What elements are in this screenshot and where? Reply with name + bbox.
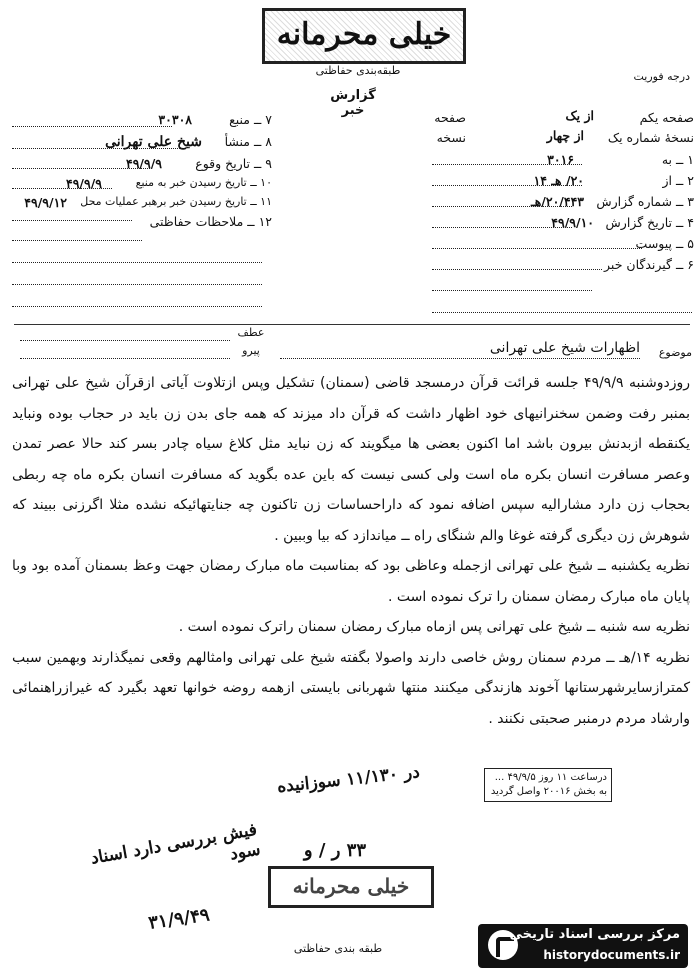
field-attachment: ۵ ــ پیوست [635,236,694,251]
leader-line [280,358,640,359]
report-body [12,368,690,734]
field-receipt-date-source: ۱۰ ــ تاریخ رسیدن خبر به منبع ۴۹/۹/۹ [66,176,272,191]
field-report-number: ۳ ــ شماره گزارش ۲۰/۴۴۳/هـ [531,194,694,209]
leader-line [12,148,182,149]
leader-line [432,248,642,249]
body-paragraph: نظریه ۱۴/هـ ــ مردم سمنان روش خاصی دارند واصولا بگفته شیخ علی تهرانی وامثالهم وقعی نمیگذارند وبهمین سبب کمترازسایرشهرستانها آخوند هازندگی میکنند منتها شهربانی بایستی ازهمه روضه خوانها تعهد بگیرد که غیرازراهنمائی وارشاد مردم درمنبر صحبتی نکنند . [12,649,690,727]
leader-line [432,227,572,228]
form-title: گزارش خبر [330,88,376,118]
classification-label: طبقه بندی حفاظتی [293,942,383,955]
subject-value: اظهارات شیخ علی تهرانی [489,340,640,356]
receipt-stamp [484,768,612,802]
handwritten-note: فیش بررسی دارد اسناد سود [89,819,263,869]
leader-line [12,188,112,189]
leader-line [12,168,152,169]
body-paragraph: روزدوشنبه ۴۹/۹/۹ جلسه قرائت قرآن درمسجد قاضی (سمنان) تشکیل وپس ازتلاوت آیاتی ازقرآن شیخ علی تهرانی بمنبر رفت وضمن سخنرانیهای خود اظهار داشت که قرآن داد میزند که همه جای بدن زن باید در حجاب بوده ونباید یکنقطه ازبدنش بیرون باشد اما اکنون بعضی ها میگویند که زن نباید مثل کلاغ سیاه چادر بسر کند حالا عصر تمدن وعصر مسافرت انسان بکره ماه است ولی کسی نیست که باین عده بگوید که مسافرت انسان بکره ماه چه ربطی بحجاب زن دارد مشارالیه سپس اضافه نمود که داراحساسات زن تاکنون چه جنایتهائیکه نشده مثلا اگرزنی ببیند که شوهرش زن دیگری گرفته غوغا والم شنگای راه ــ میاندازد که بیا وببین . [12,375,690,544]
field-from: ۲ ــ از ۲۰/ هـ ۱۴ [533,173,694,188]
divider [14,324,690,325]
body-paragraph: نظریه یکشنبه ــ شیخ علی تهرانی ازجمله وعاظی بود که بمناسبت ماه مبارک رمضان جهت وعظ بسمنان آمده بود وبا پایان ماه مبارک رمضان سمنان را ترک نموده است . [12,558,690,605]
left-fields [10,112,272,234]
leader-line [12,306,262,307]
field-recipients: ۶ ــ گیرندگان خبر [604,257,694,272]
receipt-stamp-line: به بخش ۲۰۰۱۶ واصل گردید [490,786,607,797]
receipt-stamp-line: درساعت ۱۱ روز ۴۹/۹/۵ ... [494,772,607,783]
leader-line [12,262,262,263]
handwritten-note: در ۱۱/۱۳۰ سوزانیده [276,762,421,798]
handwritten-date: ۳۳ ر / و [303,840,366,861]
priority-label: درجه فوریت [633,70,690,83]
handwritten-date: ۳۱/۹/۴۹ [147,904,211,934]
leader-line [12,284,262,285]
archive-logo [478,924,688,968]
field-page: صفحه یکم از یک صفحه [434,108,694,125]
leader-line [432,206,572,207]
subject-label: موضوع [658,346,692,359]
classification-label: طبقه‌بندی حفاظتی [315,64,401,77]
field-receipt-date-ops: ۱۱ ــ تاریخ رسیدن خبر برهبر عملیات محل ۴۹/۹/۱۲ [24,195,272,210]
logo-name: مرکز بررسی اسناد تاریخی [509,927,680,942]
leader-line [432,164,582,165]
confidential-stamp: خیلی محرمانه [268,866,434,908]
leader-line [432,312,692,313]
field-copy: نسخهٔ شماره یک از چهار نسخه [436,128,694,145]
field-source: ۷ ــ منبع ۳۰۳۰۸ [158,112,272,127]
leader-line [12,126,172,127]
ref-label: عطف [237,326,265,339]
leader-line [12,220,132,221]
leader-line [20,340,230,341]
leader-line [432,269,602,270]
leader-line [12,240,142,241]
field-origin: ۸ ــ منشأ شیخ علی تهرانی [105,134,272,150]
confidential-stamp: خیلی محرمانه [262,8,466,64]
field-occurrence-date: ۹ ــ تاریخ وقوع ۴۹/۹/۹ [126,156,272,171]
field-report-date: ۴ ــ تاریخ گزارش ۴۹/۹/۱۰ [551,215,694,230]
field-security-notes: ۱۲ ــ ملاحظات حفاظتی [149,214,272,229]
right-fields [432,110,694,278]
ref-label: پیرو [242,344,260,357]
body-paragraph: نظریه سه شنبه ــ شیخ علی تهرانی پس ازماه مبارک رمضان سمنان راترک نموده است . [178,619,690,635]
leader-line [432,185,582,186]
leader-line [432,290,592,291]
leader-line [20,358,230,359]
logo-url: historydocuments.ir [543,948,680,962]
field-to: ۱ ــ به ۳۰۱۶ [547,152,694,167]
